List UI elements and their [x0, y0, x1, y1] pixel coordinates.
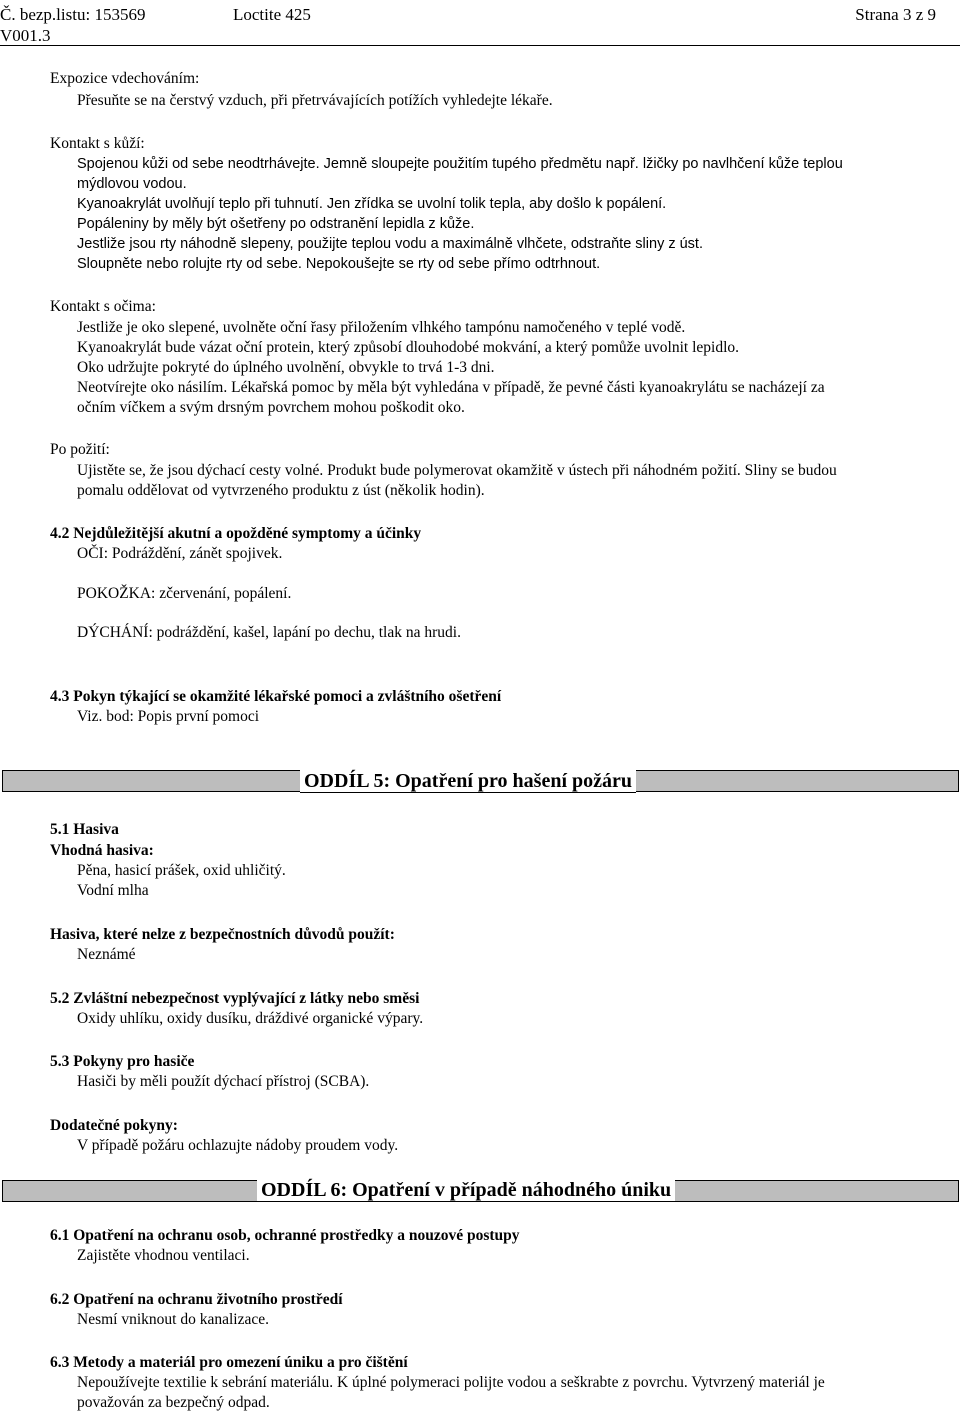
- text-line: Kyanoakrylát bude vázat oční protein, který způsobí dlouhodobé mokvání, a který pomůže uvolnit lepidlo.: [77, 339, 740, 356]
- section-6-2-title: 6.2 Opatření na ochranu životního prostředí: [50, 1291, 343, 1308]
- skin-label: Kontakt s kůží:: [50, 135, 145, 152]
- additional-advice-text: V případě požáru ochlazujte nádoby proudem vody.: [77, 1137, 399, 1154]
- skin-text: [77, 154, 937, 274]
- sheet-number: Č. bezp.listu: 153569: [0, 5, 146, 24]
- text-line: mýdlovou vodou.: [77, 176, 187, 192]
- section-5-1-title: 5.1 Hasiva: [50, 821, 119, 838]
- ingestion-text: [77, 461, 937, 501]
- unsuitable-media-label: Hasiva, které nelze z bezpečnostních důvodů použít:: [50, 926, 395, 943]
- page-number: Strana 3 z 9: [855, 5, 936, 24]
- section-5-title: ODDÍL 5: Opatření pro hašení požáru: [300, 770, 636, 793]
- ingestion-label: Po požití:: [50, 441, 110, 458]
- text-line: Popáleniny by měly být ošetřeny po odstranění lepidla z kůže.: [77, 216, 475, 232]
- text-line: Pěna, hasicí prášek, oxid uhličitý.: [77, 862, 286, 879]
- text-line: považován za bezpečný odpad.: [77, 1394, 270, 1411]
- section-4-2-title: 4.2 Nejdůležitější akutní a opožděné symptomy a účinky: [50, 525, 422, 542]
- eyes-text: [77, 318, 937, 418]
- text-line: pomalu oddělovat od vytvrzeného produktu z úst (několik hodin).: [77, 482, 485, 499]
- section-5-2-title: 5.2 Zvláštní nebezpečnost vyplývající z látky nebo směsi: [50, 990, 420, 1007]
- text-line: Ujistěte se, že jsou dýchací cesty volné. Produkt bude polymerovat okamžitě v ústech při náhodném požití. Sliny se budou: [77, 462, 837, 479]
- section-5-3-text: Hasiči by měli použít dýchací přístroj (SCBA).: [77, 1073, 370, 1090]
- text-line: Přesuňte se na čerstvý vzduch, při přetrvávajících potížích vyhledejte lékaře.: [77, 92, 553, 109]
- text-line: Oko udržujte pokryté do úplného uvolnění, obvykle to trvá 1-3 dni.: [77, 359, 495, 376]
- header-rule: [0, 45, 960, 46]
- inhalation-text: [77, 91, 937, 111]
- section-6-title: ODDÍL 6: Opatření v případě náhodného úniku: [257, 1179, 675, 1202]
- text-line: Vodní mlha: [77, 882, 149, 899]
- text-line: Nepoužívejte textilie k sebrání materiálu. K úplné polymeraci polijte vodou a seškrabte z povrchu. Vytvrzený materiál je: [77, 1374, 825, 1391]
- text-line: Kyanoakrylát uvolňují teplo při tuhnutí. Jen zřídka se uvolní tolik tepla, aby došlo k popálení.: [77, 196, 667, 212]
- section-5-3-title: 5.3 Pokyny pro hasiče: [50, 1053, 195, 1070]
- version: V001.3: [0, 26, 51, 45]
- product-name: Loctite 425: [233, 5, 311, 24]
- section-4-3-title: 4.3 Pokyn týkající se okamžité lékařské pomoci a zvláštního ošetření: [50, 688, 502, 705]
- section-6-1-title: 6.1 Opatření na ochranu osob, ochranné prostředky a nouzové postupy: [50, 1227, 520, 1244]
- inhalation-label: Expozice vdechováním:: [50, 70, 200, 87]
- text-line: Spojenou kůži od sebe neodtrhávejte. Jemně sloupejte použitím tupého předmětu např. lžičky po navlhčení kůže teplou: [77, 156, 843, 172]
- text-line: Jestliže jsou rty náhodně slepeny, použijte teplou vodu a maximálně vlhčete, odstraňte sliny z úst.: [77, 236, 703, 252]
- section-6-2-text: Nesmí vniknout do kanalizace.: [77, 1311, 269, 1328]
- suitable-media-list: [77, 861, 937, 901]
- section-4-3-text: Viz. bod: Popis první pomoci: [77, 708, 260, 725]
- section-5-2-text: Oxidy uhlíku, oxidy dusíku, dráždivé organické výpary.: [77, 1010, 424, 1027]
- additional-advice-label: Dodatečné pokyny:: [50, 1117, 178, 1134]
- text-line: očním víčkem a svým drsným povrchem mohou poškodit oko.: [77, 399, 465, 416]
- text-line: Jestliže je oko slepené, uvolněte oční řasy přiložením vlhkého tampónu namočeného v teplé vodě.: [77, 319, 686, 336]
- suitable-media-label: Vhodná hasiva:: [50, 842, 154, 859]
- section-6-1-text: Zajistěte vhodnou ventilaci.: [77, 1247, 250, 1264]
- symptom-eyes: OČI: Podráždění, zánět spojivek.: [77, 545, 283, 562]
- text-line: Sloupněte nebo rolujte rty od sebe. Nepokoušejte se rty od sebe přímo odtrhnout.: [77, 256, 601, 272]
- symptom-skin: POKOŽKA: zčervenání, popálení.: [77, 585, 292, 602]
- text-line: Neotvírejte oko násilím. Lékařská pomoc by měla být vyhledána v případě, že pevné části kyanoakrylátu se nacházejí za: [77, 379, 825, 396]
- symptom-breathing: DÝCHÁNÍ: podráždění, kašel, lapání po dechu, tlak na hrudi.: [77, 624, 461, 641]
- section-6-3-text: [77, 1373, 937, 1413]
- eyes-label: Kontakt s očima:: [50, 298, 156, 315]
- section-6-3-title: 6.3 Metody a materiál pro omezení úniku a pro čištění: [50, 1354, 408, 1371]
- page-header: [0, 0, 960, 46]
- unsuitable-media-text: Neznámé: [77, 946, 136, 963]
